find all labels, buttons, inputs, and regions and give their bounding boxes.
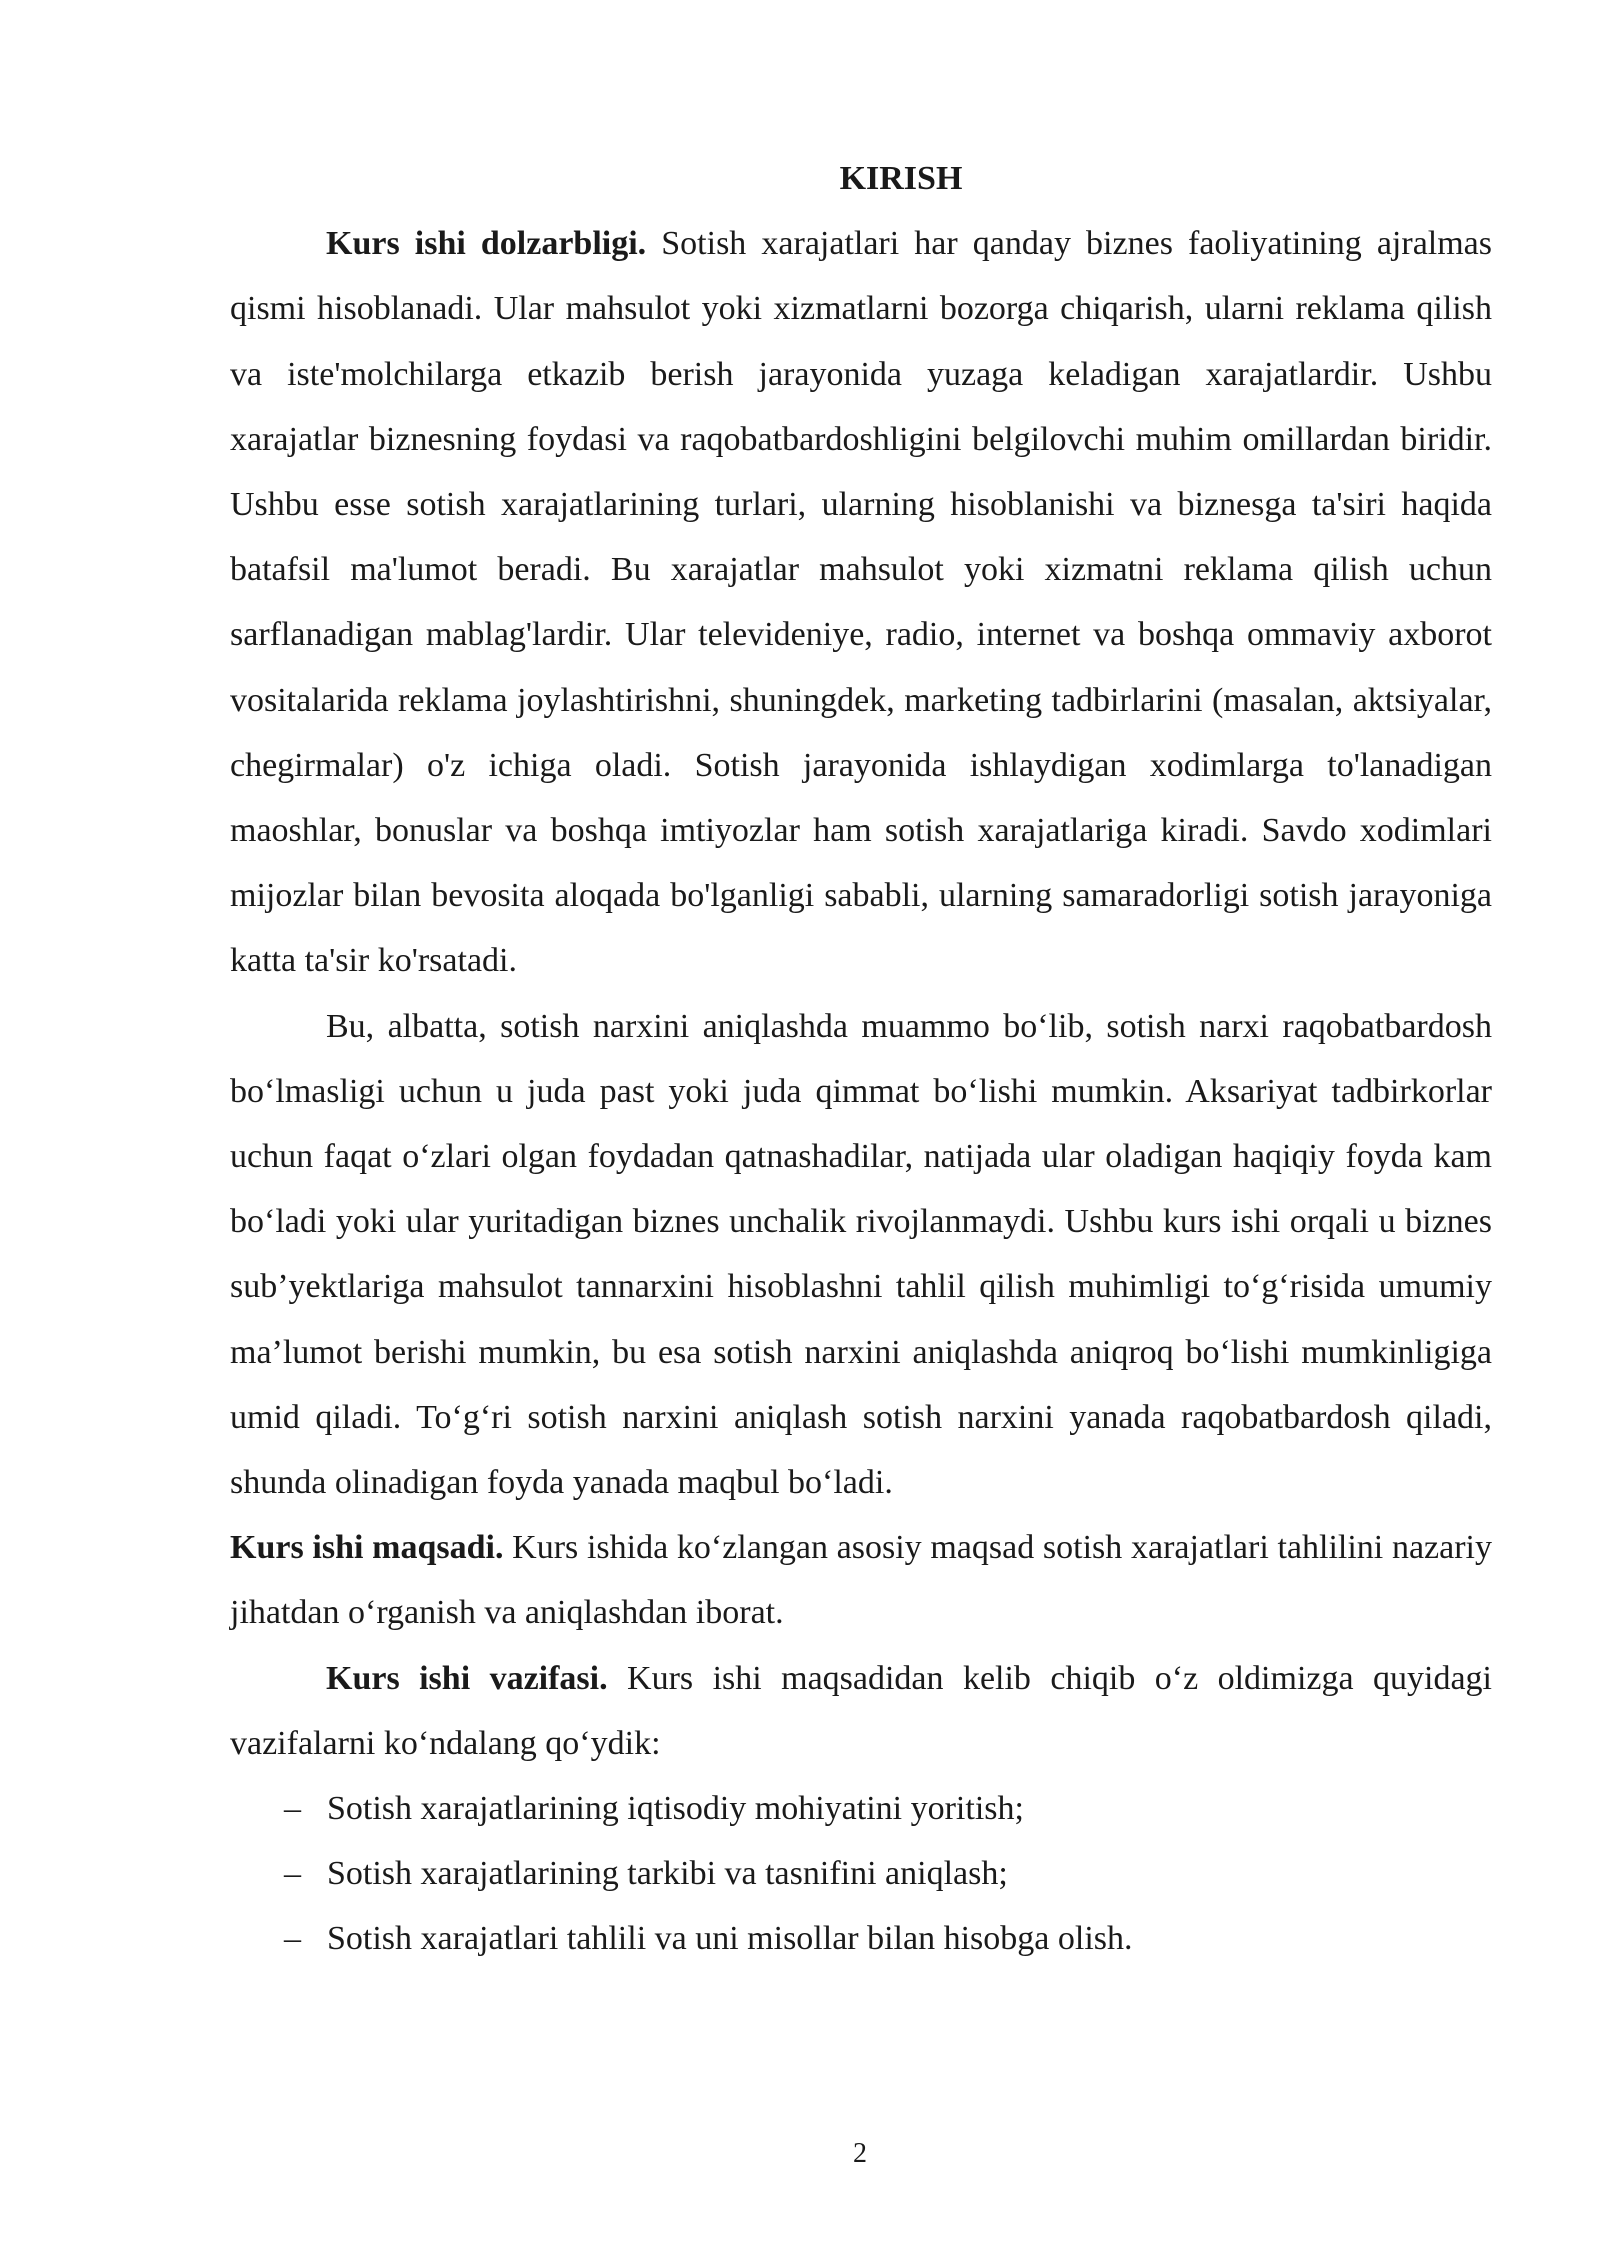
task-list [230, 1776, 1492, 1972]
task-item [230, 1906, 1492, 1971]
goal-heading: Kurs ishi maqsadi. [230, 1529, 504, 1567]
tasks-text: Kurs ishi maqsadidan kelib chiqib o‘z oldimizga quyidagi vazifalarni ko‘ndalang qo‘ydik: [230, 1659, 1492, 1762]
task-text: Sotish xarajatlarining iqtisodiy mohiyatini yoritish; [327, 1790, 1024, 1828]
task-text: Sotish xarajatlarining tarkibi va tasnifini aniqlash; [327, 1855, 1008, 1893]
relevance-paragraph [230, 211, 1492, 993]
relevance-text: Sotish xarajatlari har qanday biznes faoliyatining ajralmas qismi hisoblanadi. Ular mahsulot yoki xizmatlarni bozorga chiqarish, ularni reklama qilish va iste'molchilarga etkazib berish jarayonida yuzaga keladigan xarajatlardir. Ushbu xarajatlar biznesning foydasi va raqobatbardoshligini belgilovchi muhim omillardan biridir. Ushbu esse sotish xarajatlarining turlari, ularning hisoblanishi va biznesga ta'siri haqida batafsil ma'lumot beradi. Bu xarajatlar mahsulot yoki xizmatni reklama qilish uchun sarflanadigan mablag'lardir. Ular televideniye, radio, internet va boshqa ommaviy axborot vositalarida reklama joylashtirishni, shuningdek, marketing tadbirlarini (masalan, aktsiyalar, chegirmalar) o'z ichiga oladi. Sotish jarayonida ishlaydigan xodimlarga to'lanadigan maoshlar, bonuslar va boshqa imtiyozlar ham sotish xarajatlariga kiradi. Savdo xodimlari mijozlar bilan bevosita aloqada bo'lganligi sababli, ularning samaradorligi sotish jarayoniga katta ta'sir ko'rsatadi. [230, 225, 1493, 980]
goal-paragraph [230, 1515, 1492, 1645]
section-title: KIRISH [839, 160, 963, 197]
tasks-heading: Kurs ishi vazifasi. [326, 1659, 608, 1697]
page-content [230, 146, 1492, 1972]
task-text: Sotish xarajatlari tahlili va uni misollar bilan hisobga olish. [327, 1920, 1133, 1958]
price-paragraph: Bu, albatta, sotish narxini aniqlashda muammo bo‘lib, sotish narxi raqobatbardosh bo‘lmasligi uchun u juda past yoki juda qimmat bo‘lishi mumkin. Aksariyat tadbirkorlar uchun faqat o‘zlari olgan foydadan qatnashadilar, natijada ular oladigan haqiqiy foyda kam bo‘ladi yoki ular yuritadigan biznes unchalik rivojlanmaydi. Ushbu kurs ishi orqali u biznes sub’yektlariga mahsulot tannarxini hisoblashni tahlil qilish muhimligi to‘g‘risida umumiy ma’lumot berishi mumkin, bu esa sotish narxini aniqlashda aniqroq bo‘lishi mumkinligiga umid qiladi. To‘g‘ri sotish narxini aniqlash sotish narxini yanada raqobatbardosh qiladi, shunda olinadigan foyda yanada maqbul bo‘ladi. [230, 1007, 1492, 1502]
dash-bullet: – [284, 1790, 301, 1828]
page-number: 2 [853, 2138, 867, 2169]
dash-bullet: – [284, 1920, 301, 1958]
tasks-paragraph [230, 1646, 1492, 1776]
task-item [230, 1776, 1492, 1841]
dash-bullet: – [284, 1855, 301, 1893]
goal-text: Kurs ishida ko‘zlangan asosiy maqsad sotish xarajatlari tahlilini nazariy jihatdan o‘rganish va aniqlashdan iborat. [230, 1529, 1493, 1632]
task-item [230, 1841, 1492, 1906]
relevance-heading: Kurs ishi dolzarbligi. [326, 225, 647, 263]
